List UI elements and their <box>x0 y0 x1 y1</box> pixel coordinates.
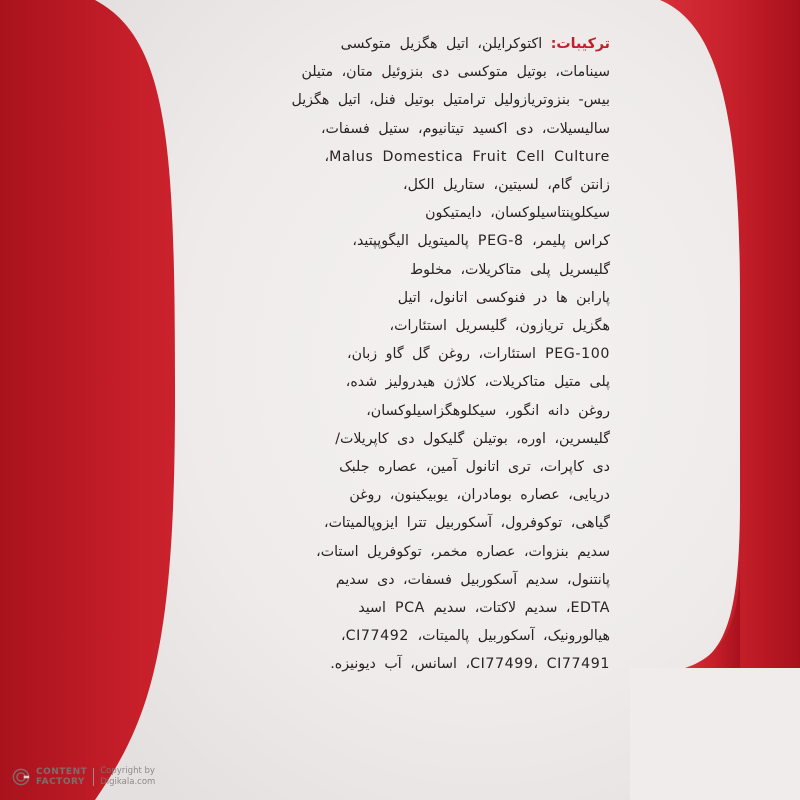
watermark-brand-line2: FACTORY <box>36 777 85 787</box>
watermark-copyright-line2: Digikala.com <box>100 777 156 787</box>
package-red-band-right <box>630 0 800 800</box>
ingredients-line: هگزیل تریازون، گلیسریل استئارات، <box>389 318 610 335</box>
ingredients-line: دی کاپرات، تری اتانول آمین، عصاره جلبک <box>339 459 610 476</box>
watermark-divider <box>93 768 94 786</box>
ingredients-line: ترکیبات: اکتوکرایلن، اتیل هگزیل متوکسی <box>340 36 610 52</box>
ingredients-line: سدیم بنزوات، عصاره مخمر، توکوفریل استات، <box>316 543 610 560</box>
ingredients-label: ترکیبات: <box>550 36 610 52</box>
ingredients-line: زانتن گام، لسیتین، ستاریل الکل، <box>403 177 610 194</box>
watermark-brand <box>36 767 87 787</box>
watermark-copyright-line1: Copyright by <box>100 766 155 776</box>
ingredients-line: پارابن ها در فنوکسی اتانول، اتیل <box>397 289 610 306</box>
content-factory-logo-icon <box>12 768 30 786</box>
ingredients-text-block <box>180 30 610 679</box>
ingredients-line: کراس پلیمر، PEG-8 پالمیتویل الیگوپپتید، <box>352 233 610 250</box>
ingredients-line: CI77499، CI77491، اسانس، آب دیونیزه. <box>330 656 610 673</box>
ingredients-line: پلی متیل متاکریلات، کلاژن هیدرولیز شده، <box>345 374 610 391</box>
ingredients-line: سیکلوپنتاسیلوکسان، دایمتیکون <box>425 205 610 222</box>
ingredients-line: گلیسرین، اوره، بوتیلن گلیکول دی کاپریلات/ <box>335 430 610 447</box>
ingredients-line: سینامات، بوتیل متوکسی دی بنزوئیل متان، متیلن <box>301 64 610 81</box>
ingredients-line: Malus Domestica Fruit Cell Culture، <box>324 148 610 165</box>
ingredients-line: بیس- بنزوتریازولیل ترامتیل بوتیل فنل، اتیل هگزیل <box>291 92 610 109</box>
ingredients-line: EDTA، سدیم لاکتات، سدیم PCA اسید <box>358 600 610 617</box>
ingredients-line: PEG-100 استئارات، روغن گل گاو زبان، <box>347 346 610 363</box>
ingredients-line: سالیسیلات، دی اکسید تیتانیوم، ستیل فسفات، <box>320 120 610 137</box>
ingredients-line: روغن دانه انگور، سیکلوهگزاسیلوکسان، <box>366 402 610 419</box>
ingredients-line: پانتنول، سدیم آسکوربیل فسفات، دی سدیم <box>335 571 610 588</box>
watermark-brand-line1: CONTENT <box>36 767 88 777</box>
ingredients-line: گیاهی، توکوفرول، آسکوربیل تترا ایزوپالمیتات، <box>324 515 610 532</box>
ingredients-line: گلیسریل پلی متاکریلات، مخلوط <box>410 261 610 278</box>
ingredients-line: هیالورونیک، آسکوربیل پالمیتات، CI77492، <box>341 628 610 645</box>
content-factory-watermark <box>12 766 155 788</box>
watermark-copyright <box>100 766 155 788</box>
ingredients-line: دریایی، عصاره بومادران، یوبیکینون، روغن <box>349 487 610 504</box>
